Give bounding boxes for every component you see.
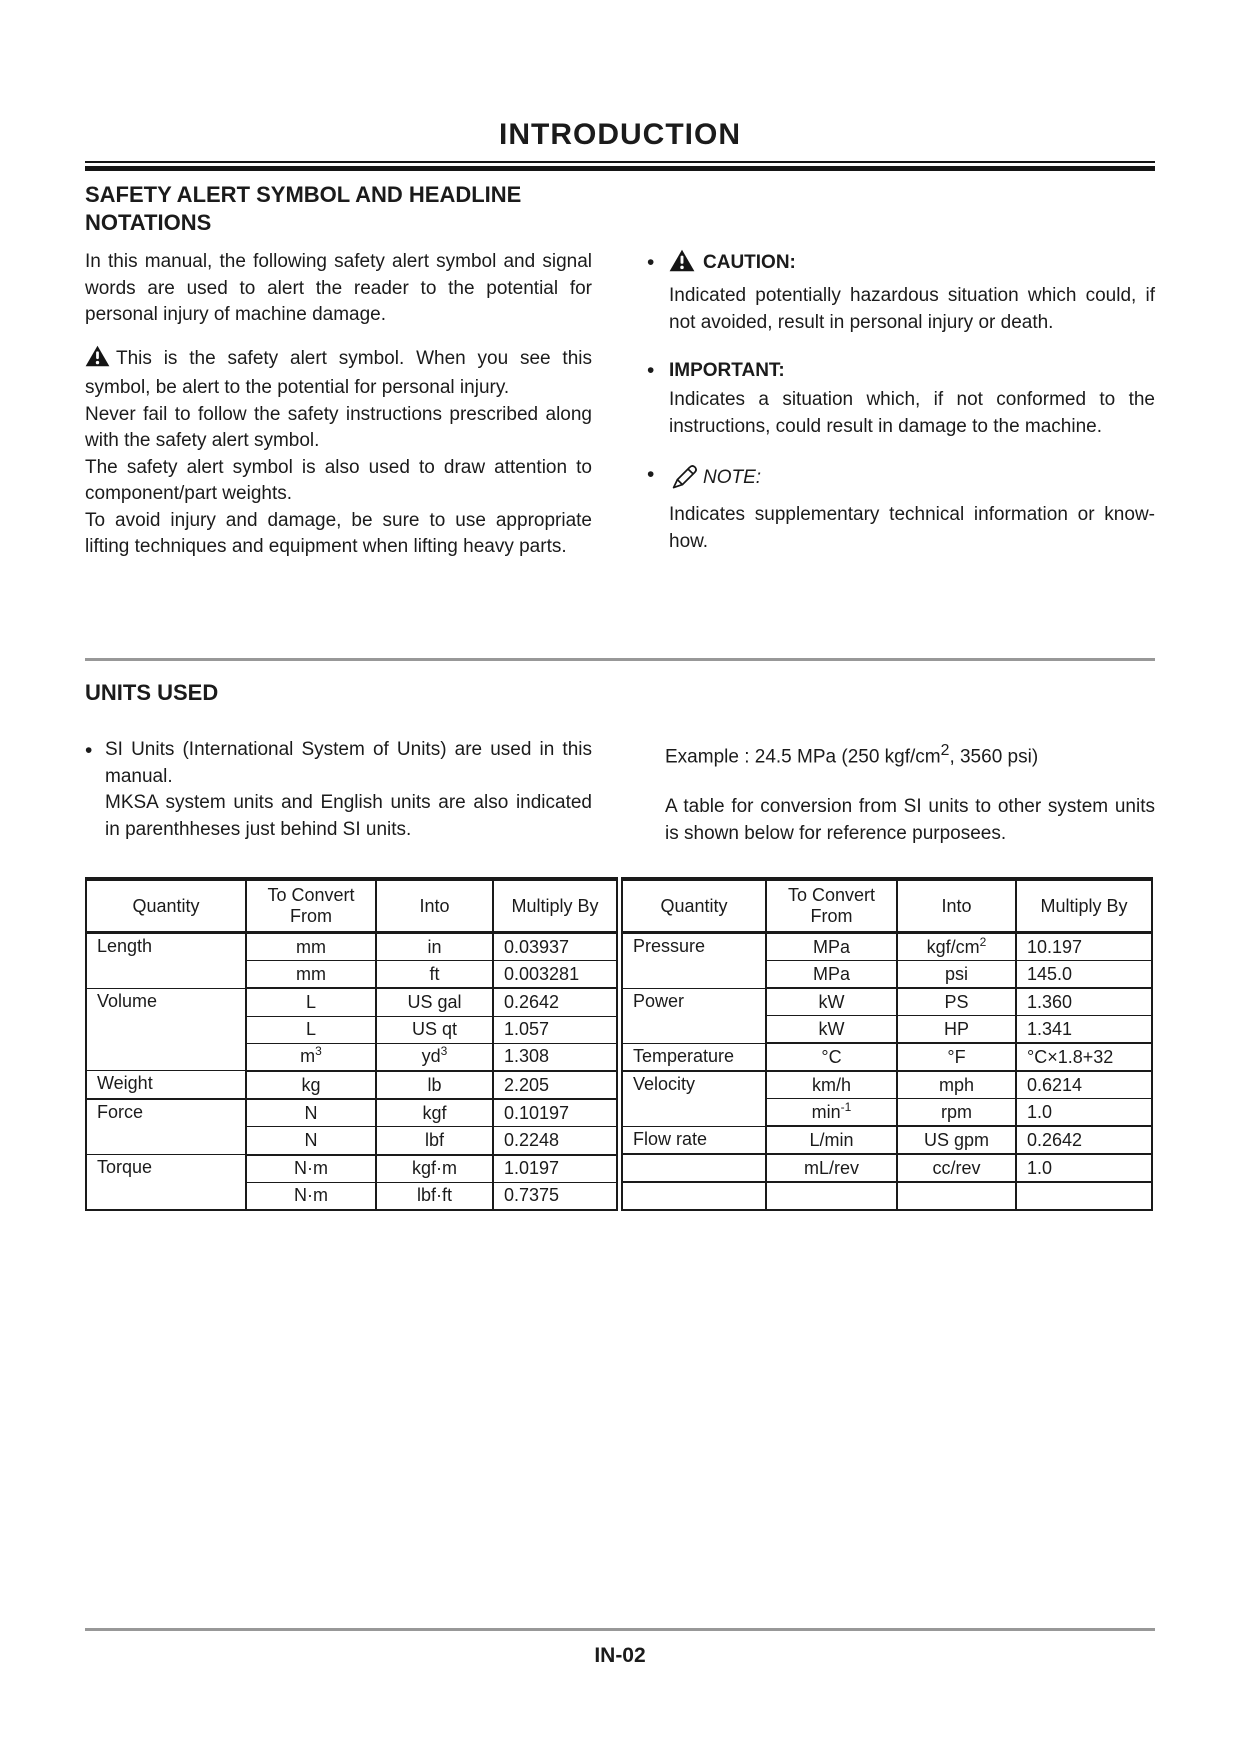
- multiply-cell: 0.003281: [493, 961, 617, 989]
- table-row: [86, 1099, 617, 1127]
- multiply-cell: 10.197: [1016, 933, 1152, 961]
- conversion-table-right: [621, 877, 1153, 1211]
- units-bullet-text: SI Units (International System of Units) are used in this manual. MKSA system units and English units are also indicated in parenthheses just behind SI units.: [105, 739, 592, 840]
- multiply-cell: 1.308: [493, 1043, 617, 1071]
- table-row: [622, 1043, 1152, 1071]
- column-header-multiply: Multiply By: [493, 879, 617, 933]
- from-cell: [766, 1182, 897, 1210]
- into-cell: PS: [897, 988, 1016, 1016]
- multiply-cell: 0.2642: [1016, 1126, 1152, 1154]
- multiply-cell: 0.6214: [1016, 1071, 1152, 1099]
- into-cell: lbf·ft: [376, 1182, 493, 1210]
- column-header-quantity: Quantity: [622, 879, 766, 933]
- table-row: [622, 933, 1152, 961]
- multiply-cell: °C×1.8+32: [1016, 1043, 1152, 1071]
- multiply-cell: 1.0: [1016, 1154, 1152, 1182]
- units-left-column: [85, 737, 592, 847]
- column-header-from: To Convert From: [246, 879, 376, 933]
- safety-left-column: [85, 249, 592, 576]
- from-cell: L/min: [766, 1126, 897, 1154]
- quantity-cell: Power: [622, 988, 766, 1043]
- into-cell: mph: [897, 1071, 1016, 1099]
- bullet-dot: •: [647, 359, 655, 382]
- multiply-cell: 0.2642: [493, 988, 617, 1016]
- units-example: Example : 24.5 MPa (250 kgf/$cm^2$, 3560 psi): [665, 742, 1039, 768]
- from-cell: L: [246, 988, 376, 1016]
- table-row: [622, 1154, 1152, 1182]
- from-cell: $m^3$: [246, 1043, 376, 1071]
- table-row: [86, 1155, 617, 1183]
- alert-paragraph-line: To avoid injury and damage, be sure to use appropriate lifting techniques and equipment when lifting heavy parts.: [85, 509, 592, 557]
- notice-note: [647, 461, 1155, 555]
- units-table-note: A table for conversion from SI units to other system units is shown below for reference purposees.: [665, 796, 1155, 845]
- multiply-cell: 2.205: [493, 1071, 617, 1099]
- table-row: [622, 1071, 1152, 1099]
- quantity-cell: [622, 1182, 766, 1210]
- column-header-from: To Convert From: [766, 879, 897, 933]
- multiply-cell: 145.0: [1016, 961, 1152, 989]
- caution-heading: CAUTION:: [669, 249, 1155, 280]
- multiply-cell: 1.057: [493, 1016, 617, 1043]
- from-cell: kW: [766, 1016, 897, 1044]
- table-row: [622, 1182, 1152, 1210]
- conversion-table: [85, 877, 1153, 1211]
- units-section-columns: [85, 737, 1155, 847]
- from-cell: N: [246, 1099, 376, 1127]
- into-cell: kgf: [376, 1099, 493, 1127]
- units-right-column: [647, 737, 1155, 847]
- bullet-dot: •: [85, 739, 93, 762]
- multiply-cell: 1.341: [1016, 1016, 1152, 1044]
- into-cell: ft: [376, 961, 493, 989]
- from-cell: N: [246, 1127, 376, 1155]
- multiply-cell: 0.7375: [493, 1182, 617, 1210]
- from-cell: MPa: [766, 961, 897, 989]
- into-cell: lbf: [376, 1127, 493, 1155]
- note-heading: NOTE:: [669, 461, 1155, 499]
- table-row: [86, 1071, 617, 1099]
- into-cell: psi: [897, 961, 1016, 989]
- into-cell: cc/rev: [897, 1154, 1016, 1182]
- from-cell: MPa: [766, 933, 897, 961]
- pencil-icon: [669, 461, 699, 499]
- into-cell: US qt: [376, 1016, 493, 1043]
- multiply-cell: 0.2248: [493, 1127, 617, 1155]
- from-cell: mm: [246, 933, 376, 961]
- from-cell: mL/rev: [766, 1154, 897, 1182]
- into-cell: HP: [897, 1016, 1016, 1044]
- bullet-dot: •: [647, 463, 655, 486]
- into-cell: US gpm: [897, 1126, 1016, 1154]
- into-cell: [897, 1182, 1016, 1210]
- note-body: Indicates supplementary technical information or know-how.: [669, 504, 1155, 552]
- multiply-cell: 1.0: [1016, 1099, 1152, 1127]
- units-section-rule: [85, 658, 1155, 661]
- from-cell: km/h: [766, 1071, 897, 1099]
- into-cell: lb: [376, 1071, 493, 1099]
- from-cell: mm: [246, 961, 376, 989]
- quantity-cell: Force: [86, 1099, 246, 1154]
- page-number: IN-02: [594, 1644, 646, 1667]
- alert-paragraph-lead: This is the safety alert symbol. When you see this symbol, be alert to the potential for personal injury.: [85, 345, 592, 402]
- quantity-cell: Volume: [86, 988, 246, 1071]
- notice-caution: [647, 249, 1155, 336]
- multiply-cell: [1016, 1182, 1152, 1210]
- safety-alert-triangle-icon: [669, 249, 695, 280]
- safety-alert-triangle-icon: [85, 345, 110, 376]
- from-cell: L: [246, 1016, 376, 1043]
- caution-body: Indicated potentially hazardous situation which could, if not avoided, result in personal injury or death.: [669, 285, 1155, 333]
- units-section-heading: UNITS USED: [85, 680, 219, 705]
- safety-section-heading: SAFETY ALERT SYMBOL AND HEADLINE NOTATIONS: [85, 182, 522, 235]
- multiply-cell: 0.10197: [493, 1099, 617, 1127]
- footer-rule: [85, 1628, 1155, 1631]
- intro-paragraph: In this manual, the following safety alert symbol and signal words are used to alert the reader to the potential for personal injury of machine damage.: [85, 251, 592, 325]
- page-title: INTRODUCTION: [499, 118, 741, 151]
- bullet-dot: •: [647, 251, 655, 274]
- title-double-rule: [85, 161, 1155, 171]
- from-cell: N·m: [246, 1182, 376, 1210]
- table-row: [622, 988, 1152, 1016]
- table-row: [622, 1126, 1152, 1154]
- into-cell: US gal: [376, 988, 493, 1016]
- into-cell: in: [376, 933, 493, 961]
- quantity-cell: Weight: [86, 1071, 246, 1099]
- alert-paragraph-line: Never fail to follow the safety instructions prescribed along with the safety alert symbol.: [85, 403, 592, 451]
- quantity-cell: Pressure: [622, 933, 766, 989]
- quantity-cell: Temperature: [622, 1043, 766, 1071]
- column-header-quantity: Quantity: [86, 879, 246, 933]
- quantity-cell: Flow rate: [622, 1126, 766, 1154]
- quantity-cell: Torque: [86, 1155, 246, 1210]
- into-cell: rpm: [897, 1099, 1016, 1127]
- into-cell: kgf·m: [376, 1155, 493, 1183]
- conversion-table-left: [85, 877, 618, 1211]
- quantity-cell: Velocity: [622, 1071, 766, 1126]
- multiply-cell: 1.360: [1016, 988, 1152, 1016]
- column-header-into: Into: [376, 879, 493, 933]
- alert-paragraph-line: The safety alert symbol is also used to draw attention to component/part weights.: [85, 456, 592, 504]
- column-header-into: Into: [897, 879, 1016, 933]
- into-cell: °F: [897, 1043, 1016, 1071]
- into-cell: $yd^3$: [376, 1043, 493, 1071]
- table-row: [86, 933, 617, 961]
- quantity-cell: Length: [86, 933, 246, 989]
- notice-important: [647, 357, 1155, 440]
- from-cell: $\min^{-1}$: [766, 1099, 897, 1127]
- from-cell: °C: [766, 1043, 897, 1071]
- from-cell: kW: [766, 988, 897, 1016]
- from-cell: kg: [246, 1071, 376, 1099]
- important-body: Indicates a situation which, if not conformed to the instructions, could result in damage to the machine.: [669, 389, 1155, 437]
- safety-right-column: [647, 249, 1155, 576]
- multiply-cell: 0.03937: [493, 933, 617, 961]
- multiply-cell: 1.0197: [493, 1155, 617, 1183]
- quantity-cell: [622, 1154, 766, 1182]
- important-heading: IMPORTANT:: [669, 360, 785, 381]
- safety-section-columns: [85, 249, 1155, 576]
- from-cell: N·m: [246, 1155, 376, 1183]
- into-cell: kgf/$cm^2$: [897, 933, 1016, 961]
- table-row: [86, 988, 617, 1016]
- column-header-multiply: Multiply By: [1016, 879, 1152, 933]
